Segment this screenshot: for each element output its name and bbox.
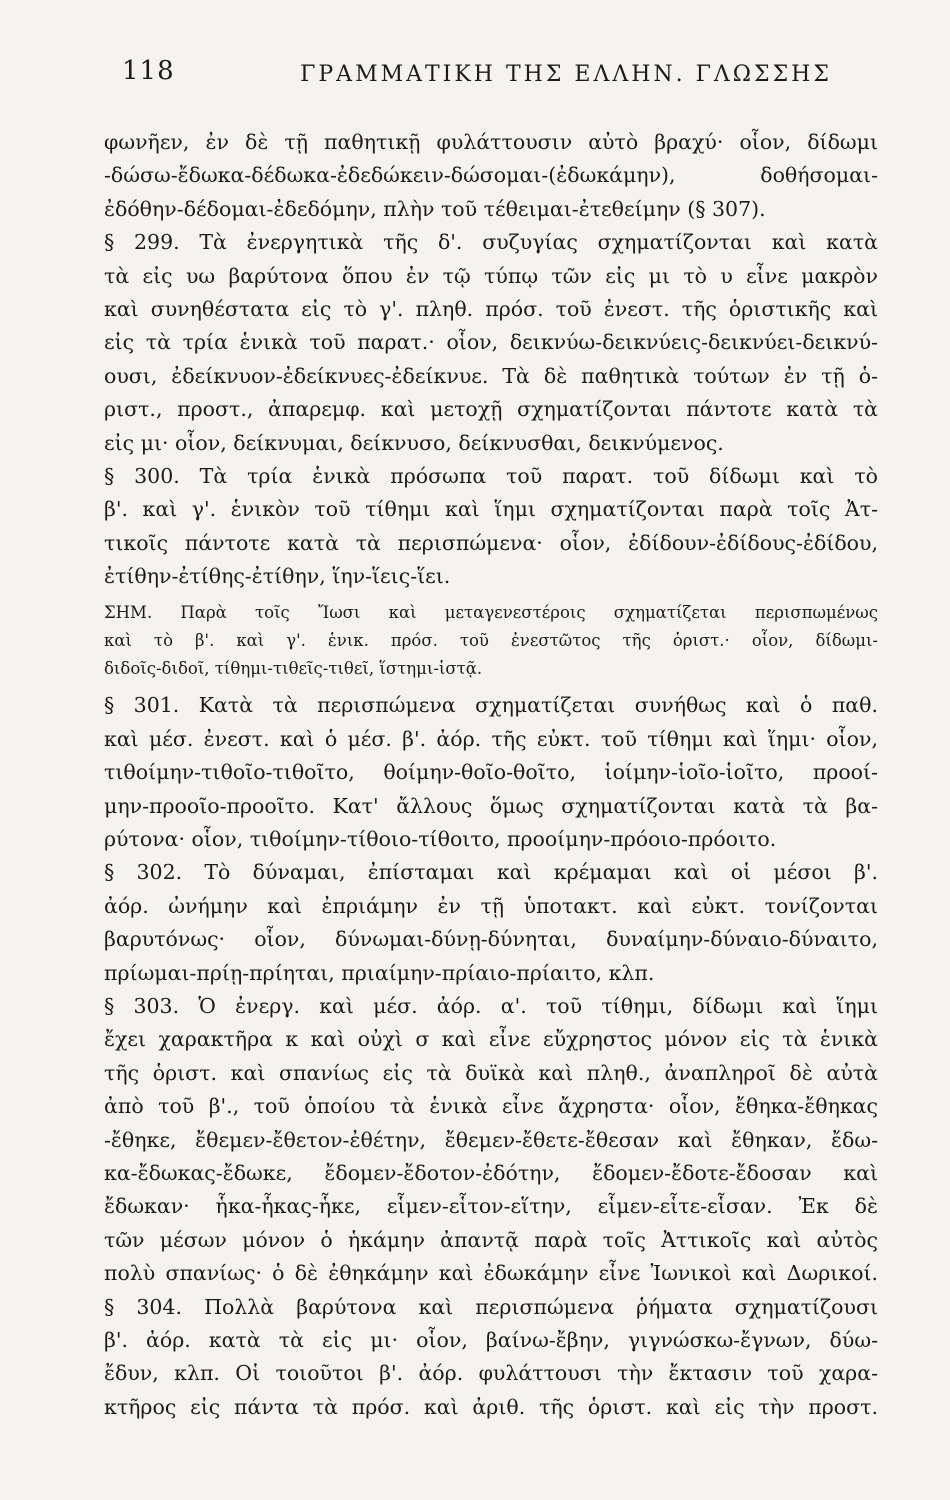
- text-line: μην-προοῖο-προοῖτο. Κατ' ἄλλους ὅμως σχηματίζονται κατὰ τὰ βα-: [104, 793, 878, 818]
- text-line: β'. ἀόρ. κατὰ τὰ εἰς μι· οἷον, βαίνω-ἔβην, γιγνώσκω-ἔγνων, δύω-: [104, 1327, 878, 1352]
- text-line: ουσι, ἐδείκνυον-ἐδείκνυες-ἐδείκνυε. Τὰ δὲ παθητικὰ τούτων ἐν τῇ ὁ-: [104, 363, 878, 388]
- text-line: κα-ἔδωκας-ἔδωκε, ἔδομεν-ἔδοτον-ἐδότην, ἔδομεν-ἔδοτε-ἔδοσαν καὶ: [104, 1160, 878, 1185]
- section-303: § 303. Ὁ ἐνεργ. καὶ μέσ. ἀόρ. α'. τοῦ τίθημι, δίδωμι καὶ ἵημι: [104, 993, 878, 1018]
- page-header: [104, 52, 878, 94]
- body-text: [104, 126, 878, 1424]
- page-number: 118: [122, 56, 175, 86]
- running-head: ΓΡΑΜΜΑΤΙΚΗ ΤΗΣ ΕΛΛΗΝ. ΓΛΩΣΣΗΣ: [300, 62, 832, 87]
- section-299: § 299. Τὰ ἐνεργητικὰ τῆς δ'. συζυγίας σχηματίζονται καὶ κατὰ: [104, 230, 878, 255]
- text-line: ἀόρ. ὠνήμην καὶ ἐπριάμην ἐν τῇ ὑποτακτ. καὶ εὐκτ. τονίζονται: [104, 893, 878, 918]
- section-300: § 300. Τὰ τρία ἑνικὰ πρόσωπα τοῦ παρατ. τοῦ δίδωμι καὶ τὸ: [104, 463, 878, 488]
- text-line: ἀπὸ τοῦ β'., τοῦ ὁποίου τὰ ἑνικὰ εἶνε ἄχρηστα· οἷον, ἔθηκα-ἔθηκας: [104, 1094, 878, 1119]
- section-302: § 302. Τὸ δύναμαι, ἐπίσταμαι καὶ κρέμαμαι καὶ οἱ μέσοι β'.: [104, 860, 878, 885]
- text-line: πρίωμαι-πρίῃ-πρίηται, πριαίμην-πρίαιο-πρίαιτο, κλπ.: [104, 960, 655, 985]
- note-line: ΣΗΜ. Παρὰ τοῖς Ἴωσι καὶ μεταγενεστέροις σχηματίζεται περισπωμένως: [104, 603, 878, 623]
- text-line: τικοῖς πάντοτε κατὰ τὰ περισπώμενα· οἷον, ἐδίδουν-ἐδίδους-ἐδίδου,: [104, 530, 878, 555]
- text-line: πολὺ σπανίως· ὁ δὲ ἐθηκάμην καὶ ἐδωκάμην εἶνε Ἰωνικοὶ καὶ Δωρικοί.: [104, 1261, 878, 1286]
- text-line: ριστ., προστ., ἀπαρεμφ. καὶ μετοχῇ σχηματίζονται πάντοτε κατὰ τὰ: [104, 397, 878, 422]
- text-line: καὶ μέσ. ἐνεστ. καὶ ὁ μέσ. β'. ἀόρ. τῆς εὐκτ. τοῦ τίθημι καὶ ἵημι· οἷον,: [104, 726, 878, 751]
- text-line: -ἔθηκε, ἔθεμεν-ἔθετον-ἐθέτην, ἔθεμεν-ἔθετε-ἔθεσαν καὶ ἔθηκαν, ἔδω-: [104, 1127, 878, 1152]
- text-line: τιθοίμην-τιθοῖο-τιθοῖτο, θοίμην-θοῖο-θοῖτο, ἱοίμην-ἱοῖο-ἱοῖτο, προοί-: [104, 760, 878, 785]
- text-line: φωνῆεν, ἐν δὲ τῇ παθητικῇ φυλάττουσιν αὐτὸ βραχύ· οἷον, δίδωμι: [104, 130, 878, 154]
- text-line: β'. καὶ γ'. ἑνικὸν τοῦ τίθημι καὶ ἵημι σχηματίζονται παρὰ τοῖς Ἀτ-: [104, 497, 878, 522]
- text-line: ρύτονα· οἷον, τιθοίμην-τίθοιο-τίθοιτο, προοίμην-πρόοιο-πρόοιτο.: [104, 827, 777, 852]
- text-line: τὰ εἰς υω βαρύτονα ὅπου ἐν τῷ τύπῳ τῶν εἰς μι τὸ υ εἶνε μακρὸν: [104, 263, 878, 288]
- text-line: ἔχει χαρακτῆρα κ καὶ οὐχὶ σ καὶ εἶνε εὔχρηστος μόνον εἰς τὰ ἑνικὰ: [104, 1027, 878, 1052]
- text-line: βαρυτόνως· οἷον, δύνωμαι-δύνῃ-δύνηται, δυναίμην-δύναιο-δύναιτο,: [104, 927, 878, 952]
- text-line: καὶ συνηθέστατα εἰς τὸ γ'. πληθ. πρόσ. τοῦ ἐνεστ. τῆς ὁριστικῆς καὶ: [104, 296, 878, 321]
- section-301: § 301. Κατὰ τὰ περισπώμενα σχηματίζεται συνήθως καὶ ὁ παθ.: [104, 693, 878, 718]
- text-line: ἔδυν, κλπ. Οἱ τοιοῦτοι β'. ἀόρ. φυλάττουσι τὴν ἔκτασιν τοῦ χαρα-: [104, 1361, 878, 1386]
- note-line: διδοῖς-διδοῖ, τίθημι-τιθεῖς-τιθεῖ, ἵστημι-ἱστᾷ.: [104, 659, 483, 679]
- section-304: § 304. Πολλὰ βαρύτονα καὶ περισπώμενα ῥήματα σχηματίζουσι: [104, 1294, 878, 1319]
- note-line: καὶ τὸ β'. καὶ γ'. ἑνικ. πρόσ. τοῦ ἐνεστῶτος τῆς ὁριστ.· οἷον, δίδωμι-: [104, 631, 878, 651]
- text-line: κτῆρος εἰς πάντα τὰ πρόσ. καὶ ἀριθ. τῆς ὁριστ. καὶ εἰς τὴν προστ.: [104, 1394, 878, 1419]
- text-line: ἐδόθην-δέδομαι-ἐδεδόμην, πλὴν τοῦ τέθειμαι-ἐτεθείμην (§ 307).: [104, 196, 766, 221]
- text-line: εἰς μι· οἷον, δείκνυμαι, δείκνυσο, δείκνυσθαι, δεικνύμενος.: [104, 430, 724, 455]
- text-line: τῆς ὁριστ. καὶ σπανίως εἰς τὰ δυϊκὰ καὶ πληθ., ἀναπληροῖ δὲ αὐτὰ: [104, 1060, 878, 1085]
- text-line: εἰς τὰ τρία ἑνικὰ τοῦ παρατ.· οἷον, δεικνύω-δεικνύεις-δεικνύει-δεικνύ-: [104, 330, 878, 355]
- text-line: ἔδωκαν· ἧκα-ἧκας-ἧκε, εἷμεν-εἷτον-εἵτην, εἷμεν-εἷτε-εἷσαν. Ἐκ δὲ: [104, 1194, 878, 1219]
- text-line: ἐτίθην-ἐτίθης-ἐτίθην, ἵην-ἵεις-ἵει.: [104, 564, 451, 589]
- text-line: -δώσω-ἔδωκα-δέδωκα-ἐδεδώκειν-δώσομαι-(ἐδωκάμην), δοθήσομαι-: [104, 163, 878, 188]
- text-line: τῶν μέσων μόνον ὁ ἡκάμην ἀπαντᾷ παρὰ τοῖς Ἀττικοῖς καὶ αὐτὸς: [104, 1227, 878, 1252]
